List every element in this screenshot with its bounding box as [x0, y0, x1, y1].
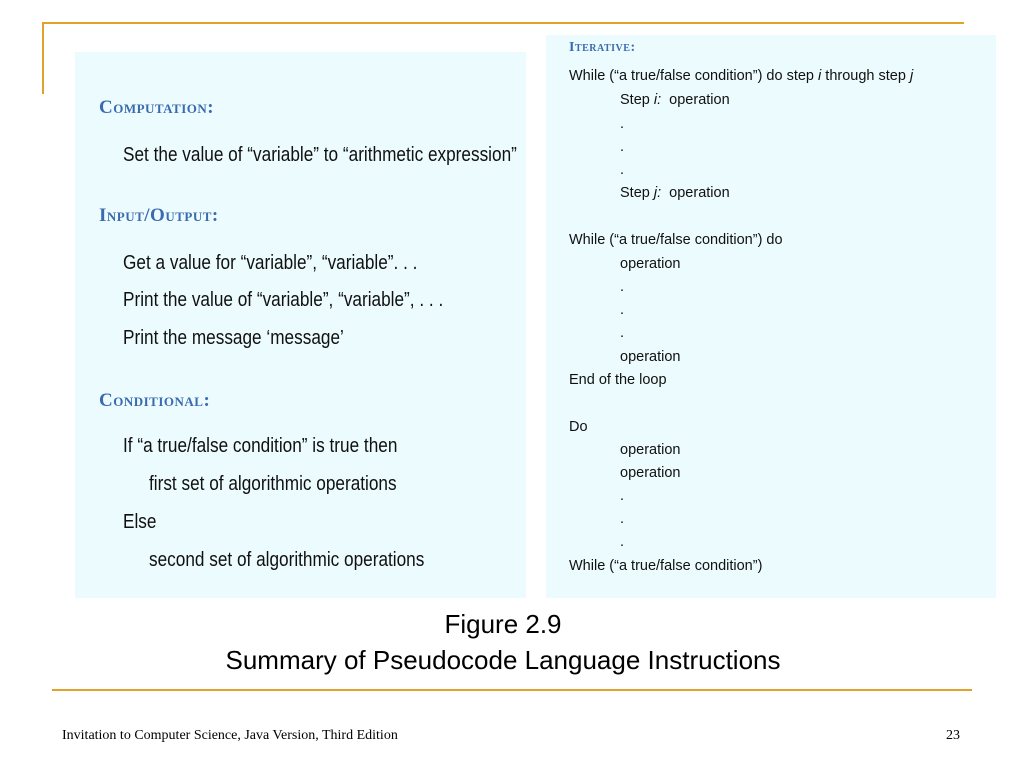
- iterative-heading: Iterative:: [569, 40, 636, 55]
- bottom-rule: [52, 689, 972, 691]
- top-rule: [42, 22, 964, 24]
- computation-heading: Computation:: [99, 97, 215, 118]
- page-number: 23: [946, 728, 960, 743]
- pseudocode-panel-left: [75, 52, 526, 598]
- iterative-line: operation: [620, 442, 681, 458]
- io-line: Print the message ‘message’: [123, 327, 344, 349]
- conditional-heading: Conditional:: [99, 390, 211, 411]
- io-line: Print the value of “variable”, “variable”, . . .: [123, 289, 444, 311]
- iterative-line: operation: [620, 349, 681, 365]
- iterative-line: .: [620, 534, 625, 550]
- pseudocode-panel-right: [546, 35, 996, 598]
- iterative-line: .: [620, 279, 625, 295]
- iterative-line: Step j: operation: [620, 185, 730, 201]
- conditional-line: If “a true/false condition” is true then: [123, 435, 398, 457]
- iterative-line: Step i: operation: [620, 92, 730, 108]
- iterative-line: .: [620, 488, 625, 504]
- iterative-line: .: [620, 139, 625, 155]
- iterative-line: While (“a true/false condition”): [569, 558, 763, 574]
- iterative-line: End of the loop: [569, 372, 667, 388]
- left-rule: [42, 22, 44, 94]
- iterative-line: While (“a true/false condition”) do step i through step j: [569, 68, 914, 84]
- conditional-line: second set of algorithmic operations: [149, 549, 425, 571]
- iterative-line: .: [620, 511, 625, 527]
- io-heading: Input/Output:: [99, 205, 219, 226]
- footer-book-title: Invitation to Computer Science, Java Version, Third Edition: [62, 728, 398, 743]
- iterative-line: Do: [569, 419, 588, 435]
- iterative-line: .: [620, 162, 625, 178]
- iterative-line: .: [620, 116, 625, 132]
- figure-number: Figure 2.9: [444, 609, 562, 639]
- io-line: Get a value for “variable”, “variable”. . .: [123, 252, 418, 274]
- iterative-line: .: [620, 302, 625, 318]
- computation-line: Set the value of “variable” to “arithmetic expression”: [123, 144, 517, 166]
- iterative-line: operation: [620, 256, 681, 272]
- conditional-line: first set of algorithmic operations: [149, 473, 397, 495]
- figure-title: Summary of Pseudocode Language Instructions: [225, 645, 781, 675]
- iterative-line: .: [620, 325, 625, 341]
- iterative-line: operation: [620, 465, 681, 481]
- conditional-line: Else: [123, 511, 157, 533]
- iterative-line: While (“a true/false condition”) do: [569, 232, 783, 248]
